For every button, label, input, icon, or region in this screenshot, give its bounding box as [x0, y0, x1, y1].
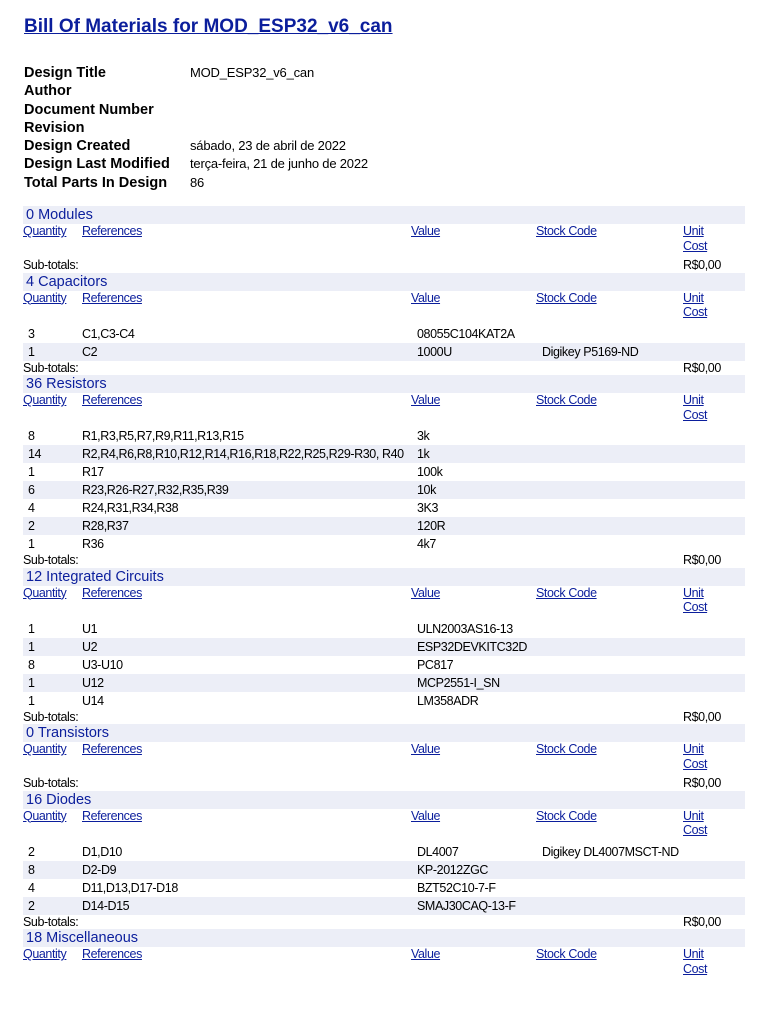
- references-cell: R24,R31,R34,R38: [82, 501, 179, 516]
- stock-code-column-header[interactable]: Stock Code: [536, 290, 597, 305]
- table-row: [23, 638, 745, 656]
- value-cell: KP-2012ZGC: [417, 862, 489, 877]
- unit-cost-header-line2: Cost: [683, 756, 708, 771]
- table-row: [23, 463, 745, 481]
- unit-cost-cell: [683, 843, 745, 861]
- stock-code-column-header[interactable]: Stock Code: [536, 742, 597, 757]
- quantity-cell: 1: [28, 465, 35, 480]
- stock-code-cell: [536, 861, 683, 879]
- unit-cost-column-header[interactable]: [683, 224, 715, 253]
- value-column-header[interactable]: Value: [411, 947, 441, 962]
- bom-section: [23, 929, 745, 976]
- references-cell: U2: [82, 639, 98, 654]
- references-column-header[interactable]: References: [82, 393, 142, 408]
- meta-label: Total Parts In Design: [24, 174, 168, 191]
- unit-cost-cell: [683, 445, 745, 463]
- unit-cost-column-header[interactable]: [683, 947, 715, 976]
- column-header-row: [23, 586, 745, 615]
- column-header-row: [23, 393, 745, 422]
- meta-value: [190, 82, 368, 100]
- subtotal-value: R$0,00: [683, 553, 721, 568]
- stock-code-column-header[interactable]: Stock Code: [536, 947, 597, 962]
- quantity-cell: 8: [28, 862, 35, 877]
- references-cell: R23,R26-R27,R32,R35,R39: [82, 483, 229, 498]
- value-cell: 120R: [417, 519, 446, 534]
- subtotal-label: Sub-totals:: [23, 553, 79, 568]
- column-header-row: [23, 291, 745, 320]
- quantity-cell: 4: [28, 501, 35, 516]
- references-column-header[interactable]: References: [82, 947, 142, 962]
- subtotal-row: [23, 915, 745, 930]
- unit-cost-header-line1: Unit: [683, 808, 704, 823]
- value-cell: 10k: [417, 483, 436, 498]
- meta-label: Document Number: [24, 101, 154, 118]
- unit-cost-cell: [683, 517, 745, 535]
- table-row: [23, 861, 745, 879]
- unit-cost-cell: [683, 463, 745, 481]
- references-cell: U1: [82, 621, 98, 636]
- table-row: [23, 517, 745, 535]
- references-cell: D14-D15: [82, 898, 130, 913]
- unit-cost-header-line1: Unit: [683, 224, 704, 239]
- value-column-header[interactable]: Value: [411, 585, 441, 600]
- quantity-column-header[interactable]: Quantity: [23, 808, 67, 823]
- table-row: [23, 325, 745, 343]
- quantity-column-header[interactable]: Quantity: [23, 742, 67, 757]
- value-cell: 1k: [417, 447, 430, 462]
- table-row: [23, 481, 745, 499]
- meta-label: Design Title: [24, 65, 106, 81]
- unit-cost-cell: [683, 535, 745, 553]
- unit-cost-header-line1: Unit: [683, 585, 704, 600]
- bom-section: [23, 724, 745, 791]
- unit-cost-header-line1: Unit: [683, 742, 704, 757]
- references-cell: R28,R37: [82, 519, 129, 534]
- meta-value: 86: [190, 174, 205, 190]
- references-cell: R1,R3,R5,R7,R9,R11,R13,R15: [82, 429, 244, 444]
- table-row: [23, 499, 745, 517]
- subtotal-value: R$0,00: [683, 709, 721, 724]
- subtotal-row: [23, 258, 745, 273]
- quantity-cell: 8: [28, 429, 35, 444]
- value-cell: SMAJ30CAQ-13-F: [417, 898, 516, 913]
- unit-cost-cell: [683, 427, 745, 445]
- unit-cost-header-line1: Unit: [683, 947, 704, 962]
- unit-cost-cell: [683, 692, 745, 710]
- meta-label: Author: [24, 83, 72, 100]
- unit-cost-cell: [683, 861, 745, 879]
- value-cell: 4k7: [417, 537, 436, 552]
- stock-code-cell: [536, 445, 683, 463]
- references-cell: R2,R4,R6,R8,R10,R12,R14,R16,R18,R22,R25,R29-R30, R40: [82, 447, 404, 462]
- table-row: [23, 343, 745, 361]
- section-title: 18 Miscellaneous: [23, 929, 745, 947]
- quantity-column-header[interactable]: Quantity: [23, 393, 67, 408]
- section-title: 0 Transistors: [23, 724, 745, 742]
- unit-cost-header-line2: Cost: [683, 238, 708, 253]
- unit-cost-header-line1: Unit: [683, 290, 704, 305]
- quantity-cell: 2: [28, 898, 35, 913]
- subtotal-row: [23, 776, 745, 791]
- unit-cost-cell: [683, 879, 745, 897]
- column-header-row: [23, 742, 745, 771]
- value-column-header[interactable]: Value: [411, 290, 441, 305]
- subtotal-label: Sub-totals:: [23, 709, 79, 724]
- bom-sections: [23, 206, 745, 976]
- value-cell: 3k: [417, 429, 430, 444]
- quantity-cell: 2: [28, 844, 35, 859]
- value-column-header[interactable]: Value: [411, 393, 441, 408]
- references-cell: U3-U10: [82, 657, 123, 672]
- stock-code-cell: Digikey DL4007MSCT-ND: [542, 844, 679, 859]
- quantity-cell: 1: [28, 675, 35, 690]
- stock-code-cell: [536, 325, 683, 343]
- bom-section: [23, 568, 745, 725]
- meta-label: Revision: [24, 119, 85, 136]
- unit-cost-column-header[interactable]: [683, 809, 715, 838]
- value-cell: DL4007: [417, 844, 459, 859]
- references-cell: U14: [82, 693, 104, 708]
- subtotal-value: R$0,00: [683, 776, 721, 791]
- bom-section: [23, 273, 745, 376]
- quantity-cell: 1: [28, 693, 35, 708]
- quantity-column-header[interactable]: Quantity: [23, 290, 67, 305]
- bom-section: [23, 206, 745, 273]
- stock-code-cell: [536, 879, 683, 897]
- value-cell: LM358ADR: [417, 693, 479, 708]
- references-cell: R17: [82, 465, 104, 480]
- unit-cost-header-line2: Cost: [683, 600, 708, 615]
- subtotal-row: [23, 710, 745, 725]
- stock-code-cell: [536, 427, 683, 445]
- section-title: 4 Capacitors: [23, 273, 745, 291]
- unit-cost-column-header[interactable]: [683, 742, 715, 771]
- column-header-row: [23, 809, 745, 838]
- unit-cost-column-header[interactable]: [683, 291, 715, 320]
- references-column-header[interactable]: References: [82, 224, 142, 239]
- subtotal-label: Sub-totals:: [23, 914, 79, 929]
- references-cell: C1,C3-C4: [82, 326, 135, 341]
- references-cell: U12: [82, 675, 104, 690]
- stock-code-cell: [536, 620, 683, 638]
- references-cell: R36: [82, 537, 104, 552]
- value-column-header[interactable]: Value: [411, 224, 441, 239]
- value-cell: PC817: [417, 657, 454, 672]
- section-title: 36 Resistors: [23, 375, 745, 393]
- design-meta-table: [24, 64, 368, 192]
- value-cell: 08055C104KAT2A: [417, 326, 515, 341]
- meta-value: MOD_ESP32_v6_can: [190, 65, 314, 80]
- unit-cost-header-line2: Cost: [683, 961, 708, 976]
- references-cell: D2-D9: [82, 862, 117, 877]
- unit-cost-column-header[interactable]: [683, 393, 715, 422]
- stock-code-cell: [536, 463, 683, 481]
- references-column-header[interactable]: References: [82, 808, 142, 823]
- table-row: [23, 843, 745, 861]
- stock-code-cell: [536, 517, 683, 535]
- stock-code-cell: [536, 481, 683, 499]
- stock-code-cell: [536, 692, 683, 710]
- meta-row: [24, 119, 368, 137]
- table-row: [23, 692, 745, 710]
- table-row: [23, 674, 745, 692]
- references-cell: D11,D13,D17-D18: [82, 880, 178, 895]
- quantity-cell: 4: [28, 880, 35, 895]
- unit-cost-cell: [683, 620, 745, 638]
- value-cell: BZT52C10-7-F: [417, 880, 496, 895]
- value-cell: ULN2003AS16-13: [417, 621, 513, 636]
- quantity-cell: 8: [28, 657, 35, 672]
- meta-value: terça-feira, 21 de junho de 2022: [190, 156, 368, 172]
- subtotal-row: [23, 361, 745, 376]
- page-title[interactable]: Bill Of Materials for MOD_ESP32_v6_can: [24, 16, 393, 37]
- unit-cost-cell: [683, 638, 745, 656]
- value-cell: 3K3: [417, 501, 439, 516]
- stock-code-cell: Digikey P5169-ND: [542, 344, 639, 359]
- unit-cost-column-header[interactable]: [683, 586, 715, 615]
- quantity-cell: 2: [28, 519, 35, 534]
- stock-code-cell: [536, 535, 683, 553]
- references-column-header[interactable]: References: [82, 290, 142, 305]
- value-cell: 1000U: [417, 344, 452, 359]
- stock-code-column-header[interactable]: Stock Code: [536, 393, 597, 408]
- section-title: 0 Modules: [23, 206, 745, 224]
- quantity-cell: 1: [28, 537, 35, 552]
- quantity-column-header[interactable]: Quantity: [23, 585, 67, 600]
- stock-code-column-header[interactable]: Stock Code: [536, 808, 597, 823]
- unit-cost-cell: [683, 481, 745, 499]
- column-header-row: [23, 947, 745, 976]
- references-cell: C2: [82, 344, 98, 359]
- unit-cost-header-line2: Cost: [683, 305, 708, 320]
- subtotal-label: Sub-totals:: [23, 360, 79, 375]
- meta-row: [24, 82, 368, 100]
- meta-value: [190, 101, 368, 119]
- subtotal-value: R$0,00: [683, 360, 721, 375]
- meta-row: [24, 101, 368, 119]
- subtotal-label: Sub-totals:: [23, 258, 79, 273]
- quantity-cell: 1: [28, 639, 35, 654]
- meta-value: sábado, 23 de abril de 2022: [190, 138, 346, 154]
- quantity-cell: 14: [28, 447, 42, 462]
- meta-label: Design Created: [24, 138, 131, 155]
- unit-cost-cell: [683, 343, 745, 361]
- unit-cost-cell: [683, 499, 745, 517]
- quantity-cell: 1: [28, 621, 35, 636]
- stock-code-column-header[interactable]: Stock Code: [536, 585, 597, 600]
- meta-row: [24, 155, 368, 173]
- stock-code-cell: [536, 897, 683, 915]
- quantity-cell: 3: [28, 326, 35, 341]
- table-row: [23, 535, 745, 553]
- meta-row: [24, 64, 368, 82]
- subtotal-value: R$0,00: [683, 258, 721, 273]
- unit-cost-header-line2: Cost: [683, 823, 708, 838]
- unit-cost-cell: [683, 897, 745, 915]
- meta-row: [24, 174, 368, 192]
- value-column-header[interactable]: Value: [411, 742, 441, 757]
- value-cell: 100k: [417, 465, 443, 480]
- bom-section: [23, 791, 745, 930]
- bom-section: [23, 375, 745, 568]
- table-row: [23, 445, 745, 463]
- stock-code-cell: [536, 499, 683, 517]
- table-row: [23, 656, 745, 674]
- unit-cost-cell: [683, 674, 745, 692]
- quantity-cell: 6: [28, 483, 35, 498]
- value-cell: MCP2551-I_SN: [417, 675, 500, 690]
- table-row: [23, 427, 745, 445]
- stock-code-cell: [536, 656, 683, 674]
- unit-cost-header-line2: Cost: [683, 407, 708, 422]
- stock-code-cell: [536, 674, 683, 692]
- column-header-row: [23, 224, 745, 253]
- meta-label: Design Last Modified: [24, 156, 170, 173]
- unit-cost-header-line1: Unit: [683, 393, 704, 408]
- references-column-header[interactable]: References: [82, 742, 142, 757]
- section-title: 16 Diodes: [23, 791, 745, 809]
- subtotal-label: Sub-totals:: [23, 776, 79, 791]
- meta-value: [190, 119, 368, 137]
- quantity-column-header[interactable]: Quantity: [23, 947, 67, 962]
- value-cell: ESP32DEVKITC32D: [417, 639, 528, 654]
- stock-code-column-header[interactable]: Stock Code: [536, 224, 597, 239]
- quantity-column-header[interactable]: Quantity: [23, 224, 67, 239]
- meta-row: [24, 137, 368, 155]
- references-cell: D1,D10: [82, 844, 122, 859]
- unit-cost-cell: [683, 656, 745, 674]
- stock-code-cell: [536, 638, 683, 656]
- section-title: 12 Integrated Circuits: [23, 568, 745, 586]
- subtotal-value: R$0,00: [683, 914, 721, 929]
- table-row: [23, 897, 745, 915]
- table-row: [23, 879, 745, 897]
- references-column-header[interactable]: References: [82, 585, 142, 600]
- unit-cost-cell: [683, 325, 745, 343]
- value-column-header[interactable]: Value: [411, 808, 441, 823]
- table-row: [23, 620, 745, 638]
- quantity-cell: 1: [28, 344, 35, 359]
- subtotal-row: [23, 553, 745, 568]
